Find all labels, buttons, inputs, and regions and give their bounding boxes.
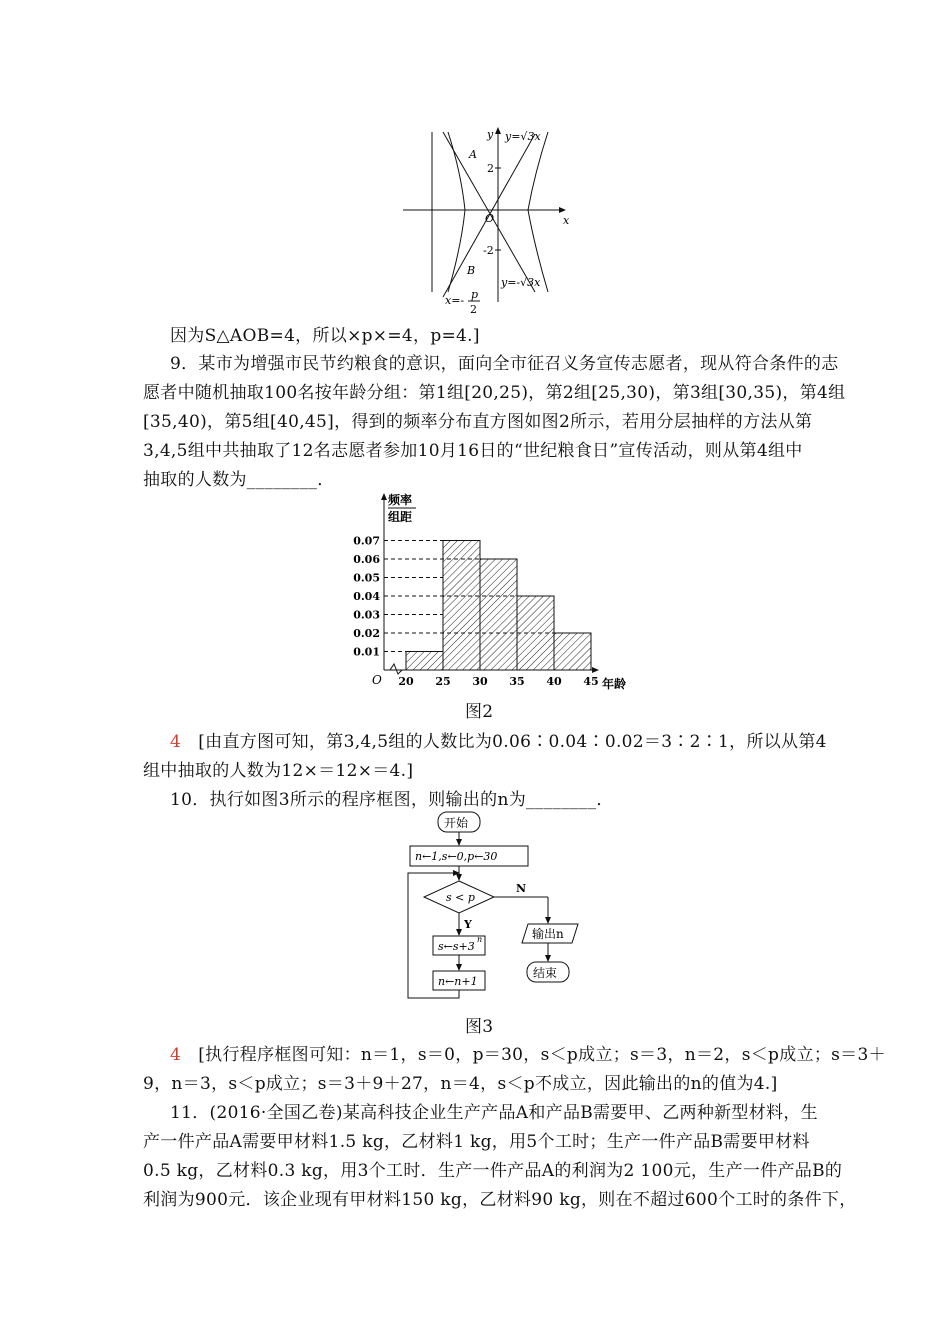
histogram-bar [443,541,480,671]
hist-ylabel-bottom: 组距 [388,510,413,524]
q11-line-3: 0.5 kg，乙材料0.3 kg，用3个工时．生产一件产品A的利润为2 100元，生产一件产品B的 [143,1161,843,1181]
hist-origin-label: O [372,673,382,687]
y-tick-label: 0.03 [353,608,380,622]
x-tick-label: 35 [509,675,525,688]
y-tick-label: 0.06 [353,553,380,566]
y-tick-label: 0.07 [353,534,380,548]
q9-answer: 4 [170,732,182,752]
condition-label: s < p [446,891,475,904]
step1-exponent: n [477,935,483,944]
q9-line-1: 9．某市为增强市民节约粮食的意识，面向全市征召义务宣传志愿者，现从符合条件的志 [170,354,839,374]
point-a-label: A [469,148,477,161]
x-tick-label: 20 [398,675,414,688]
directrix-denominator: 2 [470,303,477,316]
q9-line-2: 愿者中随机抽取100名按年龄分组：第1组[20,25)，第2组[25,30)，第3组[30,35)，第4组 [143,383,846,403]
top-asymptote-label: y=√3x [505,130,541,143]
histogram-bar [480,559,517,670]
axis-break [390,664,402,674]
output-label: 输出n [532,927,564,941]
fig2-caption: 图2 [465,702,494,722]
step1-label: s←s+3 [438,940,475,953]
q9-line-3: [35,40)，第5组[40,45]，得到的频率分布直方图如图2所示，若用分层抽样的方法从第 [143,412,813,432]
q10-solution-line-1 [170,1040,886,1065]
q10-solution-line-2: 9，n＝3，s＜p成立；s＝3＋9＋27，n＝4，s＜p不成立，因此输出的n的值为4.] [143,1074,778,1094]
init-label: n←1,s←0,p←30 [415,850,498,863]
y-tick-label: 0.04 [353,590,380,603]
start-label: 开始 [444,816,469,830]
step2-label: n←n+1 [438,975,478,988]
directrix-numerator: p [471,288,479,301]
x-tick-label: 40 [546,675,562,688]
q9-solution-line-1 [170,727,827,752]
y-tick-label: 0.05 [353,571,380,585]
origin-label: O [485,212,495,225]
q11-line-1: 11．(2016·全国乙卷)某高科技企业生产产品A和产品B需要甲、乙两种新型材料，生 [170,1103,818,1123]
histogram-bar [406,652,443,671]
y-axis-label: y [487,128,494,141]
q9-solution-line-2: 组中抽取的人数为12×＝12×＝4.] [143,761,414,781]
x-axis-label: x [563,214,570,227]
end-label: 结束 [533,966,558,980]
hist-ylabel-top: 频率 [388,493,413,507]
hist-xlabel: 年龄 [602,677,627,691]
x-tick-label: 30 [472,675,488,688]
area-solution-line: 因为S△AOB=4，所以×p×=4，p=4.] [170,326,480,346]
fig3-caption: 图3 [465,1017,494,1037]
tick-pos-label: 2 [487,162,494,175]
q10-answer: 4 [170,1045,182,1065]
x-tick-label: 25 [435,675,451,688]
q10-solution-text-1: [执行程序框图可知：n＝1，s＝0，p＝30，s＜p成立；s＝3，n＝2，s＜p成立；s＝3＋ [198,1045,886,1065]
flowchart [400,808,600,1008]
no-label: N [516,882,527,895]
q10-question: 10．执行如图3所示的程序框图，则输出的n为________． [170,790,614,810]
hyperbola-right-branch [528,132,548,292]
yes-label: Y [464,918,472,931]
y-tick-label: 0.02 [353,627,380,640]
hyperbola-figure [395,122,585,317]
histogram-bar [517,596,554,670]
bottom-asymptote-label: y=-√3x [501,276,541,289]
q9-line-5: 抽取的人数为________． [143,470,335,490]
directrix-label: x=- [445,294,465,307]
histogram-bar [554,633,591,670]
q9-line-4: 3,4,5组中共抽取了12名志愿者参加10月16日的“世纪粮食日”宣传活动，则从第4组中 [143,441,803,461]
q9-solution-text-1: [由直方图可知，第3,4,5组的人数比为0.06∶0.04∶0.02＝3∶2∶1，所以从第4 [198,732,827,752]
point-b-label: B [467,264,476,277]
y-tick-label: 0.01 [353,645,380,659]
tick-neg-label: -2 [483,244,494,257]
q11-line-4: 利润为900元．该企业现有甲材料150 kg，乙材料90 kg，则在不超过600个工时的条件下， [143,1190,857,1210]
x-tick-label: 45 [583,675,599,688]
q11-line-2: 产一件产品A需要甲材料1.5 kg，乙材料1 kg，用5个工时；生产一件产品B需要甲材料 [143,1132,810,1152]
histogram-chart [340,488,640,696]
